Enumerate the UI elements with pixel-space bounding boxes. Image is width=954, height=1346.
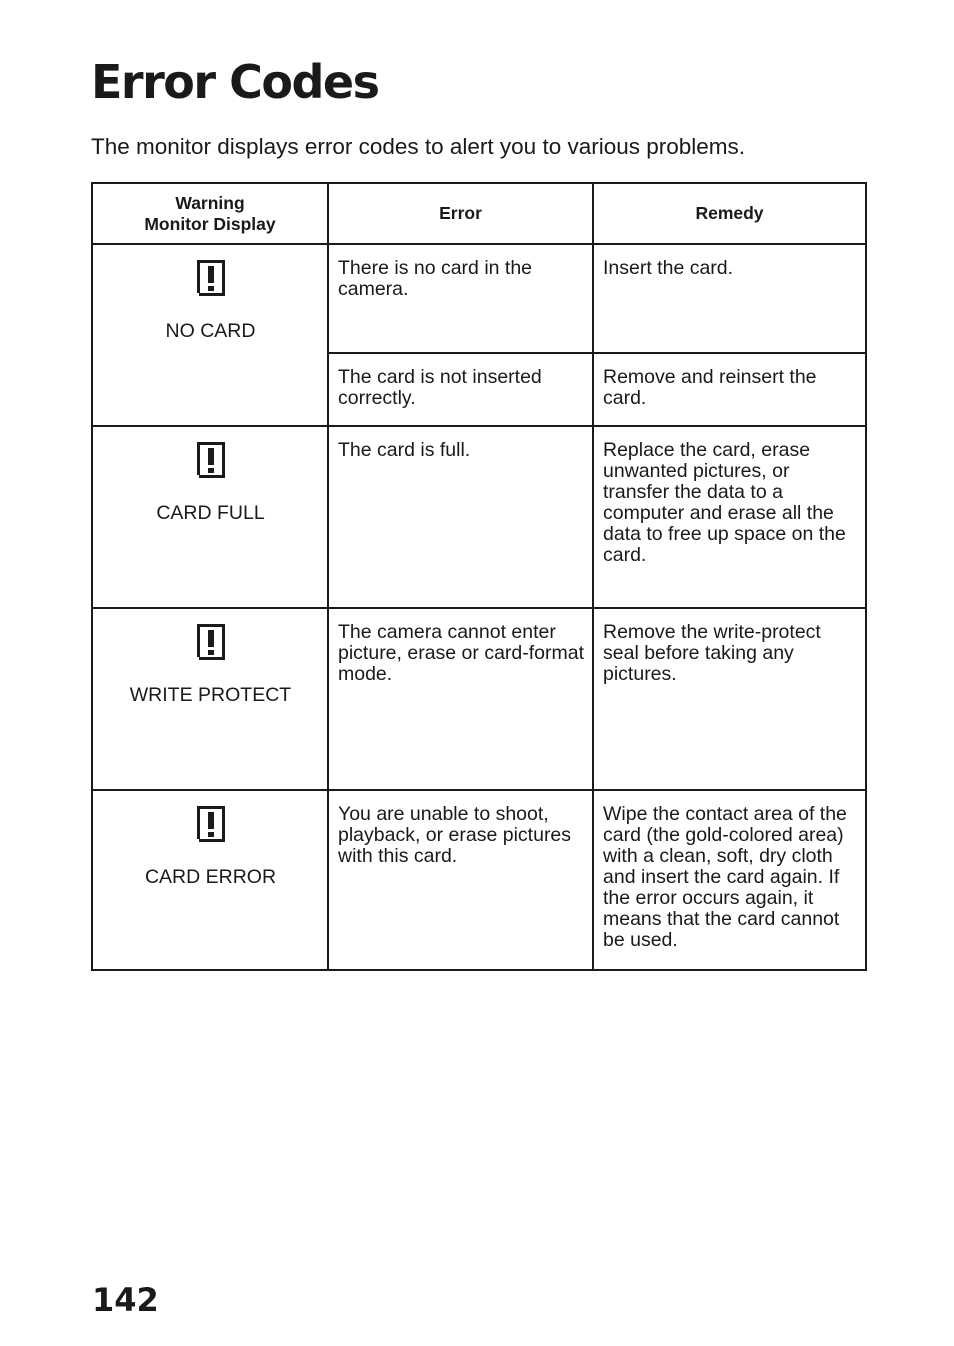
table-row (92, 608, 866, 790)
warning-exclamation-icon (195, 440, 227, 480)
display-cell (92, 426, 328, 608)
remedy-cell: Replace the card, erase unwanted pictures, or transfer the data to a computer and erase all the data to free up space on the card. (593, 426, 866, 608)
error-cell: You are unable to shoot, playback, or erase pictures with this card. (328, 790, 593, 970)
error-cell: The card is full. (328, 426, 593, 608)
remedy-cell: Remove and reinsert the card. (593, 353, 866, 426)
table-header-row (92, 183, 866, 244)
intro-text: The monitor displays error codes to alert you to various problems. (91, 134, 746, 159)
table-row (92, 244, 866, 353)
error-cell: The card is not inserted correctly. (328, 353, 593, 426)
display-label: CARD FULL (156, 502, 265, 524)
display-label: CARD ERROR (144, 866, 277, 888)
header-remedy: Remedy (593, 183, 866, 244)
remedy-cell: Remove the write-protect seal before taking any pictures. (593, 608, 866, 790)
warning-exclamation-icon (195, 622, 227, 662)
error-cell: There is no card in the camera. (328, 244, 593, 353)
header-error: Error (328, 183, 593, 244)
error-cell: The camera cannot enter picture, erase or card-format mode. (328, 608, 593, 790)
remedy-cell: Wipe the contact area of the card (the gold-colored area) with a clean, soft, dry cloth and insert the card again. If the error occurs again, it means that the card cannot be used. (593, 790, 866, 970)
table-row (92, 426, 866, 608)
error-codes-table (91, 182, 867, 971)
display-cell (92, 608, 328, 790)
display-cell (92, 790, 328, 970)
display-cell (92, 244, 328, 426)
header-monitor-display (92, 183, 328, 244)
remedy-cell: Insert the card. (593, 244, 866, 353)
display-label: NO CARD (165, 320, 256, 342)
warning-exclamation-icon (195, 804, 227, 844)
table-row (92, 790, 866, 970)
header-display-line1: Warning (175, 192, 245, 213)
display-label: WRITE PROTECT (129, 684, 292, 706)
page-title: Error Codes (91, 55, 379, 109)
header-display-line2: Monitor Display (144, 213, 276, 234)
warning-exclamation-icon (195, 258, 227, 298)
page-number: 142 (92, 1281, 159, 1319)
